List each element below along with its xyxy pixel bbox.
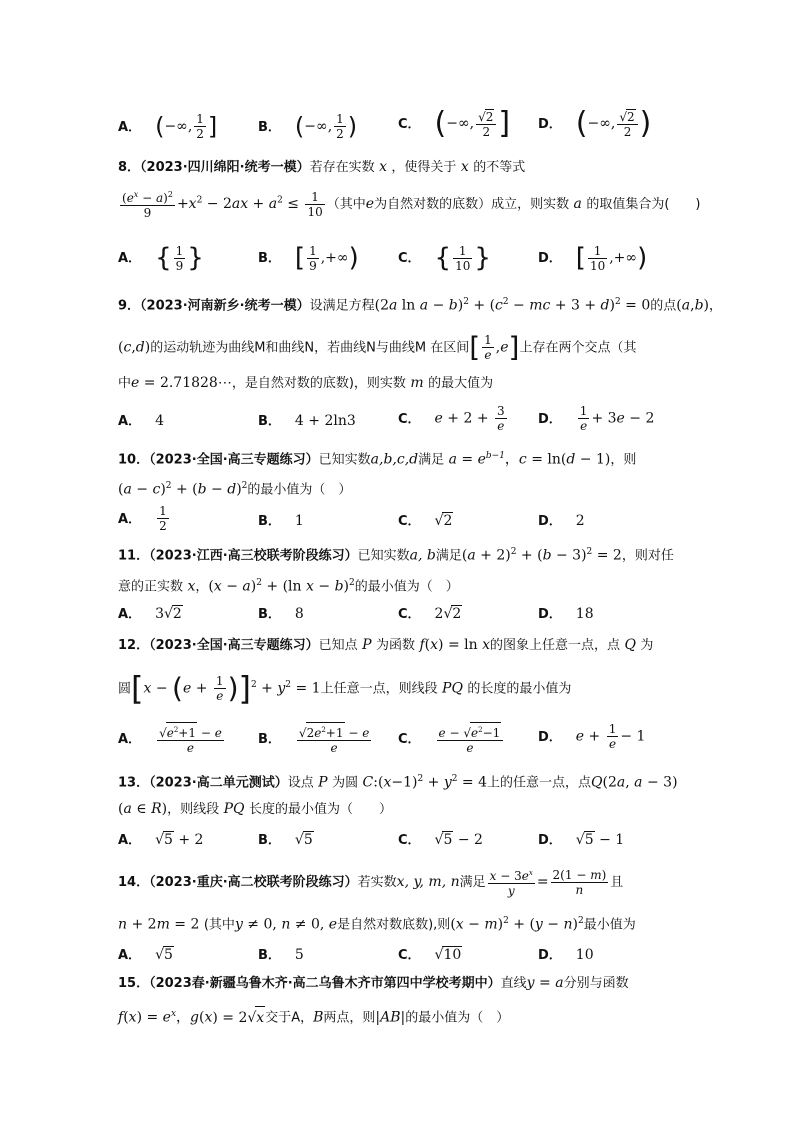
q10-option-a[interactable]: A． $\frac{1}{2}$ <box>118 504 167 533</box>
q15-stem-line1: 15．（2023春·新疆乌鲁木齐·高二乌鲁木齐市第四中学校考期中）直线y = a分别与函数 <box>118 975 629 991</box>
q9-option-d[interactable]: D． $\frac{1}{e}$ + 3e − 2 <box>538 404 655 433</box>
q10-option-b[interactable]: B． 1 <box>258 513 304 529</box>
q13-option-c[interactable]: C． √5 − 2 <box>398 832 483 848</box>
q13-option-a[interactable]: A． √5 + 2 <box>118 832 204 848</box>
q14-option-c[interactable]: C． √10 <box>398 947 462 963</box>
q9-option-c[interactable]: C． e + 2 + $\frac{3}{e}$ <box>398 404 505 433</box>
q12-option-d[interactable]: D． e + $\frac{1}{e}$ − 1 <box>538 722 646 751</box>
q12-option-a[interactable]: A． $\frac{√e^2+1 - e}{e}$ <box>118 722 226 755</box>
q12-option-b[interactable]: B． $\frac{√2e^2+1 - e}{e}$ <box>258 722 373 755</box>
q14-stem-line2: n + 2m = 2 (其中y ≠ 0, n ≠ 0, e是自然对数底数),则$(x - m)^2 + (y - n)^2$最小值为 <box>118 916 636 933</box>
q10-stem-line1: 10．（2023·全国·高三专题练习）已知实数a,b,c,d满足 $a = e^{b-1}$，c = ln(d − 1)，则 <box>118 451 637 468</box>
q9-option-a[interactable]: A． 4 <box>118 413 164 429</box>
q9-stem-line2: (c,d)的运动轨迹为曲线M和曲线N，若曲线N与曲线M 在区间[ $\frac{1}{e}$ ,e]上存在两个交点（其 <box>118 330 637 364</box>
q12-stem-line1: 12．（2023·全国·高三专题练习）已知点 P 为函数 f(x) = ln x的图象上任意一点，点 Q 为 <box>118 637 654 653</box>
q11-stem-line1: 11．（2023·江西·高三校联考阶段练习）已知实数a, b满足$(a + 2)^2 + (b - 3)^2 = 2$，则对任 <box>118 547 674 564</box>
q11-stem-line2: 意的正实数 x，$(x - a)^2 + (\ln$ x − b)$^2$的最小值为（ ） <box>118 578 459 595</box>
q14-stem-line1: 14．（2023·重庆·高二校联考阶段练习）若实数x, y, m, n满足 $\frac{x - 3e^x}{y}$ = $\frac{2(1 - m)}{n}$ 且 <box>118 867 624 898</box>
q9-stem-line3: 中e = 2.71828⋯，是自然对数的底数)，则实数 m 的最大值为 <box>118 375 494 391</box>
q13-option-d[interactable]: D． √5 − 1 <box>538 832 625 848</box>
q14-option-b[interactable]: B． 5 <box>258 947 304 963</box>
q10-stem-line2: $(a - c)^2 + (b - d)^2$的最小值为（ ） <box>118 481 352 498</box>
q9-option-b[interactable]: B． 4 + 2ln3 <box>258 413 356 429</box>
q11-option-b[interactable]: B． 8 <box>258 606 304 622</box>
q13-stem-line1: 13．（2023·高二单元测试）设点 P 为圆 $C:(x-1)^2 + y^2 = 4$上的任意一点，点Q(2a, a − 3) <box>118 774 678 791</box>
q8-stem-line2: $\frac{(e^x - a)^2}{9}$ $+x^2 - 2ax + a^2$ ≤ $\frac{1}{10}$ （其中e为自然对数的底数）成立，则实数 a 的取值集合为( ) <box>122 189 701 220</box>
q11-option-a[interactable]: A． 3√2 <box>118 606 182 622</box>
q13-option-b[interactable]: B． √5 <box>258 832 313 848</box>
option-label: D． <box>538 116 562 132</box>
q11-option-d[interactable]: D． 18 <box>538 606 594 622</box>
q14-option-a[interactable]: A． √5 <box>118 947 173 963</box>
option-label: A． <box>118 119 142 135</box>
q7-option-d[interactable]: D． (−∞, $\frac{√2}{2}$ ) <box>538 106 652 141</box>
q8-option-d[interactable]: D． [ $\frac{1}{10}$ ,+∞) <box>538 243 648 273</box>
q12-option-c[interactable]: C． $\frac{e - √e^2-1}{e}$ <box>398 722 505 755</box>
q7-option-a[interactable]: A． (−∞, $\frac{1}{2}$ ] <box>118 112 218 141</box>
option-label: C． <box>398 116 421 132</box>
option-label: B． <box>258 119 281 135</box>
q15-stem-line2: $f(x) = e^x$，g(x) = 2√x交于A，B两点，则|AB|的最小值为（ ） <box>118 1003 509 1030</box>
q12-stem-line2: 圆[x − (e + $\frac{1}{e}$ )]$^2 + y^2 = 1$上任意一点，则线段 PQ 的长度的最小值为 <box>118 669 572 708</box>
q9-stem-line1: 9．（2023·河南新乡·统考一模）设满足方程(2a $\ln a - b)^2 + (c^2$ − mc + 3 + d)$^2$ = 0的点(a,b)， <box>118 297 723 314</box>
q13-stem-line2: (a ∈ R)，则线段 PQ 长度的最小值为（ ） <box>118 801 392 817</box>
q14-option-d[interactable]: D． 10 <box>538 947 594 963</box>
q7-option-b[interactable]: B． (−∞, $\frac{1}{2}$ ) <box>258 112 358 141</box>
q8-option-a[interactable]: A． { $\frac{1}{9}$ } <box>118 243 204 273</box>
q10-option-c[interactable]: C． √2 <box>398 513 453 529</box>
q10-option-d[interactable]: D． 2 <box>538 513 585 529</box>
q8-stem-line1: 8．（2023·四川绵阳·统考一模）若存在实数 x ，使得关于 x 的不等式 <box>118 159 526 175</box>
q8-option-c[interactable]: C． { $\frac{1}{10}$ } <box>398 243 491 273</box>
q11-option-c[interactable]: C． 2√2 <box>398 606 462 622</box>
q8-option-b[interactable]: B． [ $\frac{1}{9}$ ,+∞) <box>258 243 359 273</box>
q7-option-c[interactable]: C． (−∞, $\frac{√2}{2}$ ] <box>398 106 511 141</box>
